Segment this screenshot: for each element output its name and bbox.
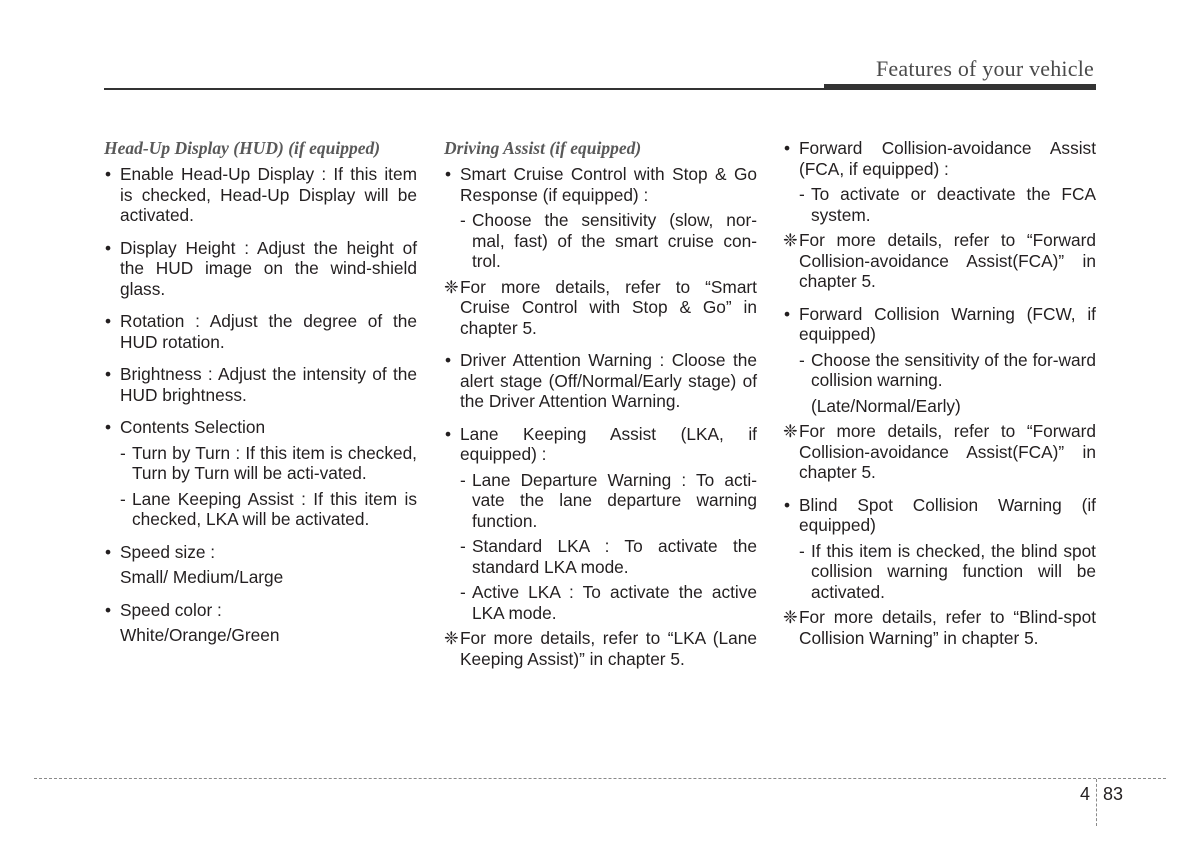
note bbox=[444, 628, 757, 669]
section-heading-hud: Head-Up Display (HUD) (if equipped) bbox=[104, 138, 381, 158]
sub-item bbox=[460, 210, 757, 272]
sub-item bbox=[460, 470, 757, 532]
dash-icon: - bbox=[799, 349, 805, 370]
bullet-icon: • bbox=[784, 303, 791, 324]
list-item bbox=[444, 350, 757, 412]
sub-item bbox=[460, 536, 757, 577]
item-text: Enable Head-Up Display : If this item is checked, Head-Up Display will be activated. bbox=[120, 164, 417, 225]
sub-item-text: Turn by Turn : If this item is checked, Turn by Turn will be acti-vated. bbox=[132, 442, 417, 483]
item-text: Speed size : bbox=[120, 541, 216, 562]
note-mark-icon: ❈ bbox=[783, 421, 798, 441]
item-text: Forward Collision-avoidance Assist (FCA, if equipped) : bbox=[799, 138, 1096, 179]
list-item bbox=[783, 304, 1096, 417]
list-item bbox=[783, 138, 1096, 225]
sub-item-text: Choose the sensitivity of the for-ward collision warning. bbox=[811, 349, 1096, 390]
bullet-icon: • bbox=[105, 311, 112, 331]
sub-item bbox=[120, 489, 417, 530]
sub-item-text: Choose the sensitivity (slow, nor-mal, fast) of the smart cruise con-trol. bbox=[472, 210, 757, 271]
item-text: Forward Collision Warning (FCW, if equipped) bbox=[799, 303, 1096, 344]
list-item bbox=[104, 542, 417, 588]
note-text: For more details, refer to “LKA (Lane Keeping Assist)” in chapter 5. bbox=[460, 628, 757, 669]
column-collision bbox=[783, 138, 1096, 660]
item-value: Small/ Medium/Large bbox=[120, 567, 284, 587]
bullet-icon: • bbox=[784, 494, 791, 515]
dash-icon: - bbox=[120, 442, 126, 463]
bullet-icon: • bbox=[445, 164, 452, 184]
sub-item bbox=[799, 350, 1096, 391]
list-item bbox=[444, 164, 757, 272]
header-rule-accent bbox=[824, 84, 1096, 90]
note-mark-icon: ❈ bbox=[444, 276, 459, 297]
section-heading-driving-assist: Driving Assist (if equipped) bbox=[444, 138, 642, 158]
page-number: 83 bbox=[1103, 784, 1124, 804]
sub-item-text: Lane Departure Warning : To acti-vate the lane departure warning function. bbox=[472, 469, 757, 531]
note-text: For more details, refer to “Forward Collision-avoidance Assist(FCA)” in chapter 5. bbox=[799, 421, 1096, 482]
bullet-icon: • bbox=[784, 138, 791, 158]
sub-item-text: Lane Keeping Assist : If this item is checked, LKA will be activated. bbox=[132, 488, 417, 529]
sub-item bbox=[799, 184, 1096, 225]
note-text: For more details, refer to “Smart Cruise Control with Stop & Go” in chapter 5. bbox=[460, 276, 757, 338]
item-text: Brightness : Adjust the intensity of the HUD brightness. bbox=[120, 364, 417, 405]
list-item bbox=[104, 164, 417, 226]
dash-icon: - bbox=[799, 540, 805, 561]
note-mark-icon: ❈ bbox=[783, 607, 798, 627]
item-text: Contents Selection bbox=[120, 417, 266, 437]
sub-item-text: Active LKA : To activate the active LKA mode. bbox=[472, 582, 757, 623]
note-text: For more details, refer to “Forward Collision-avoidance Assist(FCA)” in chapter 5. bbox=[799, 230, 1096, 291]
chapter-number: 4 bbox=[1080, 784, 1091, 804]
sub-item bbox=[460, 582, 757, 623]
list-item bbox=[104, 600, 417, 646]
note bbox=[783, 421, 1096, 483]
bullet-icon: • bbox=[105, 599, 112, 620]
list-item bbox=[104, 311, 417, 352]
dash-icon: - bbox=[460, 210, 466, 230]
bullet-icon: • bbox=[105, 541, 112, 562]
list-item bbox=[783, 495, 1096, 603]
column-driving-assist bbox=[444, 138, 757, 681]
dash-icon: - bbox=[799, 184, 805, 204]
note-text: For more details, refer to “Blind-spot Collision Warning” in chapter 5. bbox=[799, 607, 1096, 648]
note-mark-icon: ❈ bbox=[444, 628, 459, 648]
sub-item-value: (Late/Normal/Early) bbox=[811, 395, 961, 416]
dash-icon: - bbox=[460, 536, 466, 556]
bullet-icon: • bbox=[105, 237, 112, 258]
item-value: White/Orange/Green bbox=[120, 625, 280, 645]
list-item bbox=[104, 417, 417, 530]
list-item bbox=[104, 238, 417, 300]
page-title: Features of your vehicle bbox=[875, 56, 1094, 81]
bullet-icon: • bbox=[445, 350, 452, 370]
note bbox=[444, 277, 757, 339]
dash-icon: - bbox=[460, 469, 466, 490]
note bbox=[783, 230, 1096, 292]
column-hud bbox=[104, 138, 417, 658]
page-number-divider bbox=[1096, 779, 1097, 826]
bullet-icon: • bbox=[105, 164, 112, 184]
item-text: Lane Keeping Assist (LKA, if equipped) : bbox=[460, 423, 757, 464]
item-text: Smart Cruise Control with Stop & Go Response (if equipped) : bbox=[460, 164, 757, 205]
note-mark-icon: ❈ bbox=[783, 230, 798, 250]
item-text: Blind Spot Collision Warning (if equipped) bbox=[799, 494, 1096, 535]
sub-item-text: Standard LKA : To activate the standard LKA mode. bbox=[472, 536, 757, 577]
sub-item bbox=[799, 541, 1096, 603]
item-text: Display Height : Adjust the height of the HUD image on the wind-shield glass. bbox=[120, 237, 417, 299]
sub-item bbox=[120, 443, 417, 484]
bullet-icon: • bbox=[105, 364, 112, 384]
dash-icon: - bbox=[120, 488, 126, 509]
sub-item-text: If this item is checked, the blind spot collision warning function will be activated. bbox=[811, 540, 1096, 602]
note bbox=[783, 607, 1096, 648]
dash-icon: - bbox=[460, 582, 466, 602]
list-item bbox=[104, 364, 417, 405]
sub-item-text: To activate or deactivate the FCA system. bbox=[811, 184, 1096, 225]
item-text: Driver Attention Warning : Cloose the alert stage (Off/Normal/Early stage) of the Driver Attention Warning. bbox=[460, 350, 757, 411]
item-text: Rotation : Adjust the degree of the HUD rotation. bbox=[120, 311, 417, 352]
footer-rule bbox=[34, 778, 1166, 779]
bullet-icon: • bbox=[445, 423, 452, 444]
list-item bbox=[444, 424, 757, 624]
item-text: Speed color : bbox=[120, 599, 222, 620]
bullet-icon: • bbox=[105, 417, 112, 437]
